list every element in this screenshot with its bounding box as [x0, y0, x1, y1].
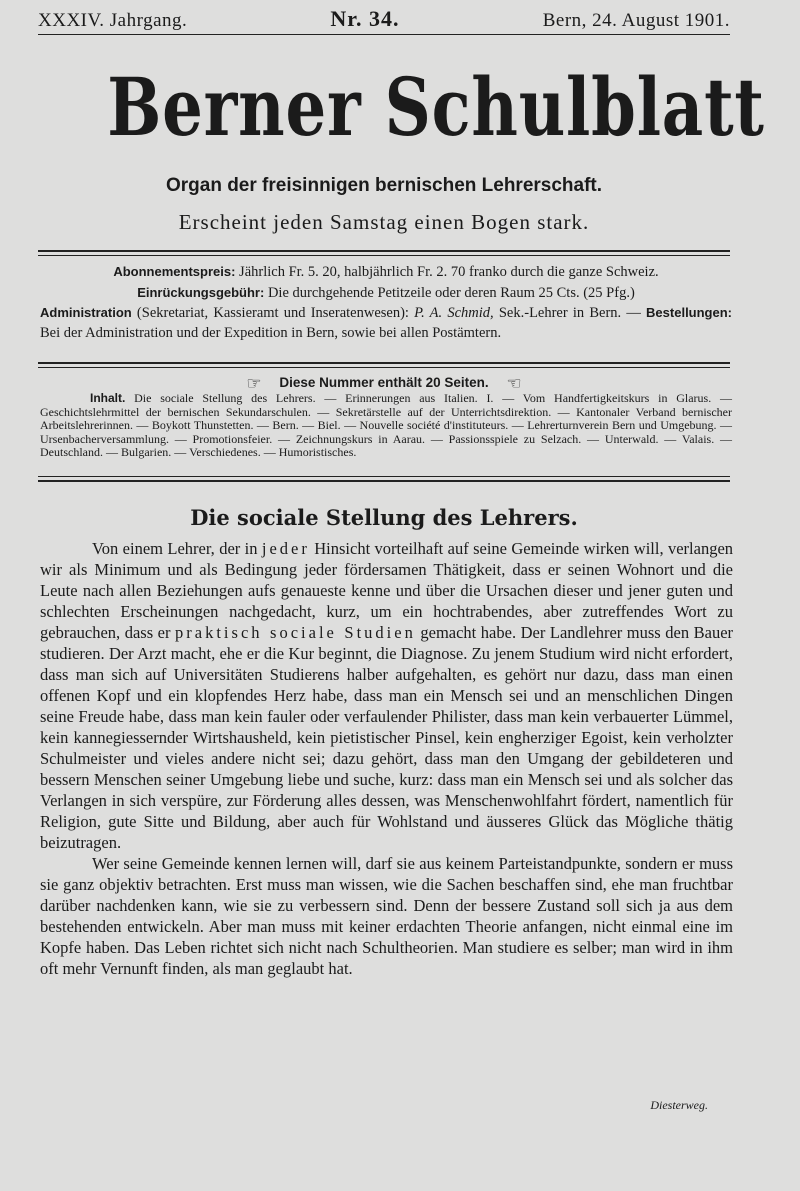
- header-rule: [38, 34, 730, 35]
- issue-header: [38, 6, 730, 30]
- admin-name: P. A. Schmid,: [414, 305, 494, 321]
- article-body: [40, 538, 733, 979]
- admin-role: Sek.-Lehrer in Bern. —: [498, 305, 641, 321]
- price-label: Abonnementspreis:: [113, 264, 236, 279]
- double-rule-mid-b: [38, 367, 730, 368]
- article-signature: Diesterweg.: [650, 1098, 708, 1112]
- masthead-subtitle: Organ der freisinnigen bernischen Lehrerschaft.: [165, 175, 603, 196]
- subscription-block: [40, 262, 732, 343]
- article-paragraph: Wer seine Gemeinde kennen lernen will, darf sie aus keinem Parteistandpunkte, sondern er muss sie ganz objektiv betrachten. Erst muss man wissen, wie die Sachen beschaffen sind, ehe man fruchtbar darüber nachdenken kann, wie sie zu verbessern sind. Denn der bessere Zustand soll sich ja aus dem bestehenden entwickeln. Aber man muss mit keiner erdachten Theorie anfangen, nicht einmal eine im Kopfe haben. Das Leben richtet sich nicht nach Schultheorien. Man studiere es selber; man wird in ihm oft mehr Vernunft finden, als man geglaubt hat.: [40, 854, 733, 978]
- paragraph-text: Hinsicht vorteilhaft auf seine Gemeinde wirken will, verlangen wir als Minimum und als Bedingung jeder fördersamen Thätigkeit, dass er seinen Wohnort und die Leute nach allen Beziehungen aufs genaueste kenne und über die Ursachen dieser und jener guten und schlechten Erscheinungen nachgedacht, kurz, um ein hochtrabendes, aber zutreffendes Wort zu gebrauchen, dass er: [40, 539, 734, 642]
- admin-text: (Sekretariat, Kassieramt und Inseratenwesen):: [136, 305, 409, 321]
- table-of-contents: [40, 392, 732, 460]
- emphasized-phrase: praktisch sociale Studien: [175, 623, 416, 642]
- place-date: Bern, 24. August 1901.: [542, 10, 730, 31]
- masthead-title: Berner Schulblatt: [107, 60, 765, 154]
- volume-label: XXXIV. Jahrgang.: [38, 10, 188, 31]
- double-rule-top-b: [38, 255, 730, 256]
- article-title: Die sociale Stellung des Lehrers.: [190, 505, 578, 530]
- emphasized-word: jeder: [261, 539, 310, 558]
- pointing-hand-left-icon: ☜: [506, 374, 522, 393]
- double-rule-bottom-a: [38, 476, 730, 477]
- paragraph-text: Von einem Lehrer, der in: [92, 539, 258, 558]
- notice-text: Diese Nummer enthält 20 Seiten.: [279, 375, 489, 390]
- contents-text: Die sociale Stellung des Lehrers. — Erinnerungen aus Italien. I. — Vom Handfertigkeitskurs in Glarus. — Geschichtslehrmittel der bernischen Sekundarschulen. — Sekretärstelle auf der Unterrichtsdirektion. — Kantonaler Verband bernischer Arbeitslehrerinnen. — Boykott Thunstetten. — Bern. — Biel. — Nouvelle société d'instituteurs. — Lehrerturnverein Bern und Umgebung. — Ursenbacherversammlung. — Promotionsfeier. — Zeichnungskurs in Aarau. — Passionsspiele zu Selzach. — Unterwald. — Valais. — Deutschland. — Bulgarien. — Verschiedenes. — Humoristisches.: [40, 391, 733, 459]
- paragraph-text: gemacht habe. Der Landlehrer muss den Bauer studieren. Der Arzt macht, ehe er die Kur beginnt, die Diagnose. Zu jenem Studium wird nicht erfordert, dass man sich auf Universitäten Studierens halber aufgehalten, es gehört nur dazu, dass man einen offenen Kopf und ein klopfendes Herz habe, dass man ein Mensch sei und an menschlichen Dingen seine Freude habe, dass man kein fauler oder verfaulender Philister, dass man kein verbauerter Lümmel, kein kannegiessernder Wirtshausheld, kein pietistischer Pinsel, kein engherziger Egoist, kein verholzter Schulmeister und vieles andere nicht sei; dazu gehört, dass man den Umgang der gebildeteren und bessern Menschen seiner Umgebung liebe und suche, kurz: dass man ein Mensch sei und als solcher das Verlangen in sich verspüre, zur Förderung alles dessen, was Menschenwohlfahrt fördert, namentlich für Religion, gute Sitte und Bildung, aber auch für Wohlstand und äusseres Glück das Mögliche thätig beizutragen.: [40, 623, 734, 852]
- pointing-hand-right-icon: ☞: [246, 374, 262, 393]
- masthead-frequency: Erscheint jeden Samstag einen Bogen stark.: [178, 210, 590, 234]
- admin-label: Administration: [40, 305, 132, 320]
- contents-label: Inhalt.: [90, 391, 126, 405]
- double-rule-bottom-b: [38, 480, 730, 482]
- price-text: Jährlich Fr. 5. 20, halbjährlich Fr. 2. 70 franko durch die ganze Schweiz.: [239, 264, 659, 280]
- double-rule-mid-a: [38, 362, 730, 364]
- insertion-label: Einrückungsgebühr:: [137, 284, 265, 300]
- article-paragraph: [40, 538, 733, 853]
- orders-text: Bei der Administration und der Expedition in Bern, sowie bei allen Postämtern.: [40, 324, 502, 341]
- insertion-text: Die durchgehende Petitzeile oder deren Raum 25 Cts. (25 Pfg.): [267, 284, 635, 301]
- orders-label: Bestellungen:: [646, 305, 733, 320]
- issue-number: Nr. 34.: [330, 6, 400, 31]
- double-rule-top-a: [38, 250, 730, 252]
